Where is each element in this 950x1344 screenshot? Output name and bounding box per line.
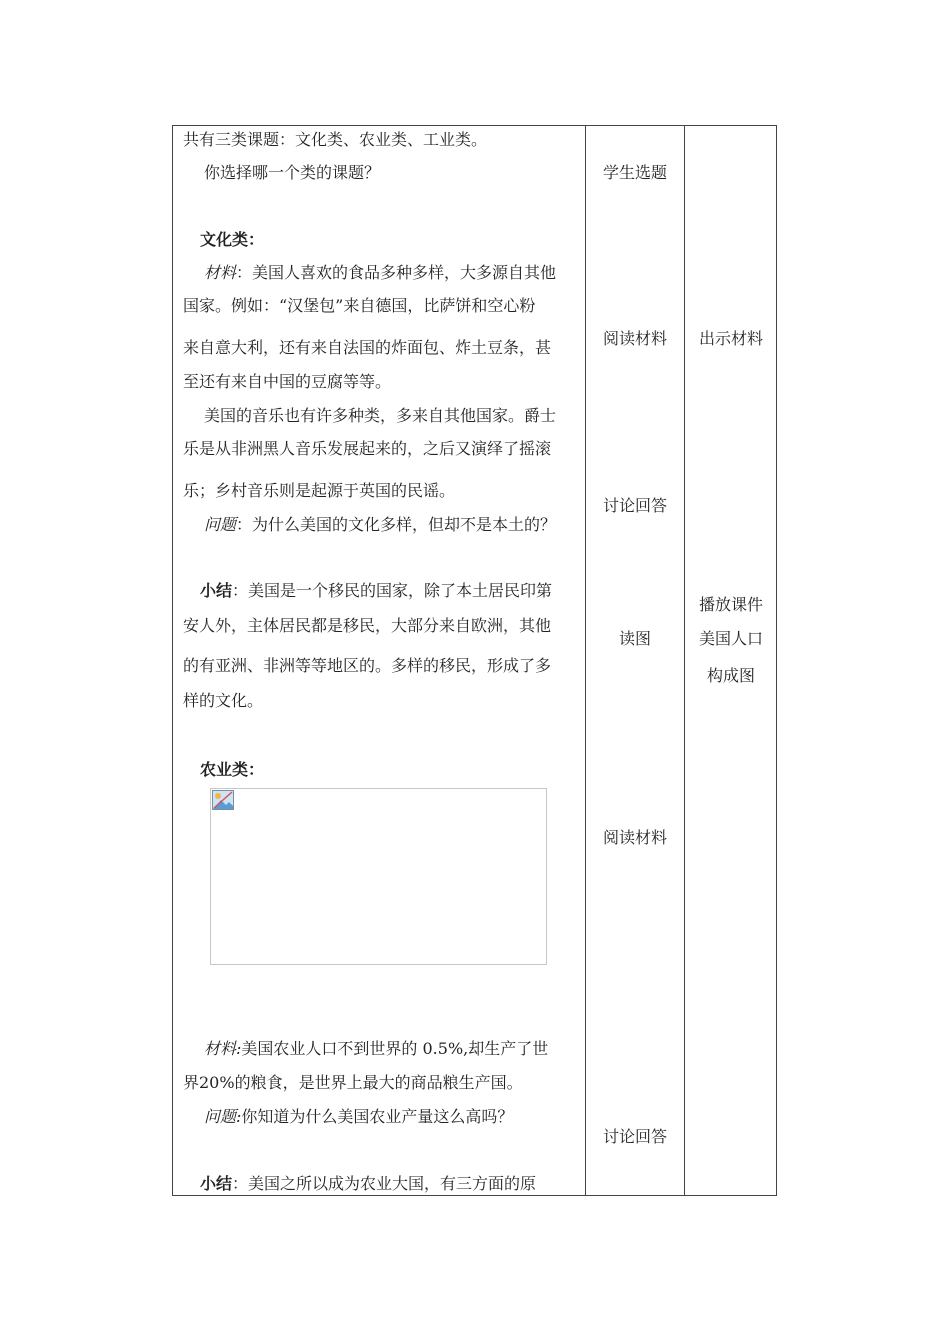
teacher-activity: 播放课件 [698, 595, 763, 614]
material-label: 材料: [204, 1039, 242, 1058]
image-placeholder [210, 788, 547, 965]
culture-material-line: 国家。例如：“汉堡包”来自德国，比萨饼和空心粉 [183, 296, 536, 315]
student-activity: 阅读材料 [602, 329, 667, 348]
column-divider [585, 126, 586, 1195]
music-line: 乐是从非洲黑人音乐发展起来的，之后又演绎了摇滚 [183, 439, 552, 458]
music-line: 美国的音乐也有许多种类，多来自其他国家。爵士 [204, 406, 557, 425]
student-activity: 讨论回答 [602, 1127, 667, 1146]
student-activity: 讨论回答 [602, 496, 667, 515]
culture-heading: 文化类： [200, 230, 265, 249]
column-divider [684, 126, 685, 1195]
culture-summary-line: 样的文化。 [183, 691, 264, 710]
teacher-activity: 美国人口 [698, 629, 763, 648]
culture-material-line: 来自意大利，还有来自法国的炸面包、炸土豆条，甚 [183, 338, 552, 357]
culture-question: 问题：为什么美国的文化多样，但却不是本土的？ [204, 515, 557, 534]
summary-label: 小结 [200, 581, 233, 600]
topic-question: 你选择哪一个类的课题？ [204, 163, 381, 182]
teacher-activity: 出示材料 [698, 329, 763, 348]
student-activity: 学生选题 [602, 163, 667, 182]
agri-material-line: 材料:美国农业人口不到世界的 0.5%,却生产了世 [204, 1039, 549, 1058]
culture-summary-line: 的有亚洲、非洲等等地区的。多样的移民，形成了多 [183, 656, 552, 675]
culture-summary-line: 小结：美国是一个移民的国家，除了本土居民印第 [200, 581, 553, 600]
teacher-activity: 构成图 [706, 666, 755, 685]
question-label: 问题: [204, 1107, 242, 1126]
student-activity: 阅读材料 [602, 828, 667, 847]
material-label: 材料 [204, 263, 237, 282]
summary-label: 小结 [200, 1174, 233, 1193]
culture-material-line: 至还有来自中国的豆腐等等。 [183, 372, 392, 391]
question-label: 问题 [204, 515, 237, 534]
intro-line: 共有三类课题：文化类、农业类、工业类。 [183, 130, 488, 149]
broken-image-icon [212, 790, 234, 810]
agri-summary-line: 小结：美国之所以成为农业大国，有三方面的原 [200, 1174, 537, 1193]
student-activity: 读图 [618, 629, 651, 648]
music-line: 乐；乡村音乐则是起源于英国的民谣。 [183, 481, 456, 500]
agri-question: 问题:你知道为什么美国农业产量这么高吗？ [204, 1107, 514, 1126]
agri-material-line: 界20%的粮食，是世界上最大的商品粮生产国。 [183, 1073, 523, 1092]
agri-heading: 农业类： [200, 760, 265, 779]
lesson-table [172, 125, 777, 1196]
culture-summary-line: 安人外，主体居民都是移民，大部分来自欧洲，其他 [183, 616, 552, 635]
culture-material-line: 材料：美国人喜欢的食品多种多样，大多源自其他 [204, 263, 557, 282]
